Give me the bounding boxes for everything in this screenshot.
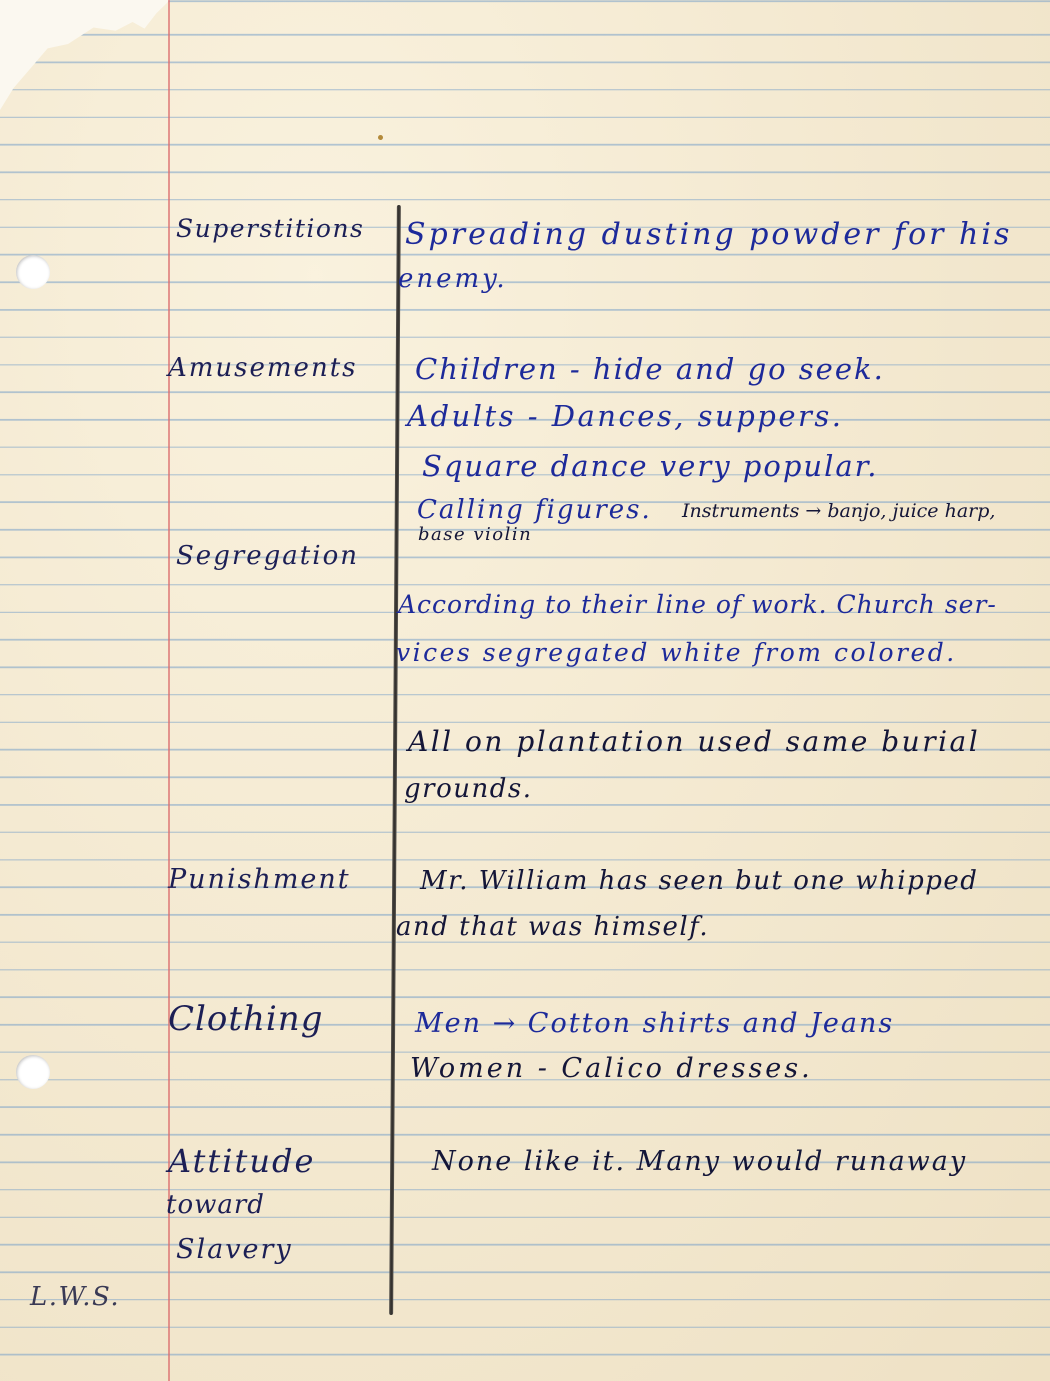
label-clothing: Clothing [168, 999, 324, 1039]
punishment-line-2: and that was himself. [396, 912, 710, 942]
amusements-line-2: Adults - Dances, suppers. [407, 399, 844, 433]
label-amusements: Amusements [168, 353, 358, 383]
punch-hole-bottom [16, 1055, 50, 1089]
segregation-line-1: According to their line of work. Church ser- [398, 590, 997, 619]
amusements-instruments: Instruments → banjo, juice harp, [682, 500, 996, 522]
label-attitude-line-3: Slavery [176, 1234, 293, 1265]
superstitions-line-1: Spreading dusting powder for his [405, 217, 1013, 252]
amusements-line-1: Children - hide and go seek. [415, 352, 885, 386]
clothing-line-2: Women - Calico dresses. [410, 1053, 813, 1084]
amusements-line-4: Calling figures. [417, 495, 652, 525]
amusements-instruments-cont: base violin [418, 524, 533, 545]
label-segregation: Segregation [176, 541, 359, 571]
label-punishment: Punishment [168, 864, 351, 895]
attitude-line-1: None like it. Many would runaway [432, 1146, 968, 1177]
punch-hole-top [16, 255, 50, 289]
ink-speck [378, 135, 383, 140]
signature: L.W.S. [30, 1282, 121, 1312]
segregation-line-2: vices segregated white from colored. [396, 638, 957, 667]
clothing-line-1: Men → Cotton shirts and Jeans [415, 1008, 895, 1039]
label-superstitions: Superstitions [176, 214, 365, 243]
superstitions-line-2: enemy. [398, 264, 508, 294]
segregation-line-4: grounds. [404, 774, 533, 804]
torn-corner [0, 0, 170, 110]
segregation-line-3: All on plantation used same burial [408, 725, 981, 758]
label-attitude-line-2: toward [166, 1190, 265, 1220]
label-attitude-line-1: Attitude [168, 1142, 316, 1180]
column-divider [389, 205, 401, 1315]
punishment-line-1: Mr. William has seen but one whipped [420, 866, 979, 896]
amusements-line-3: Square dance very popular. [422, 449, 879, 483]
